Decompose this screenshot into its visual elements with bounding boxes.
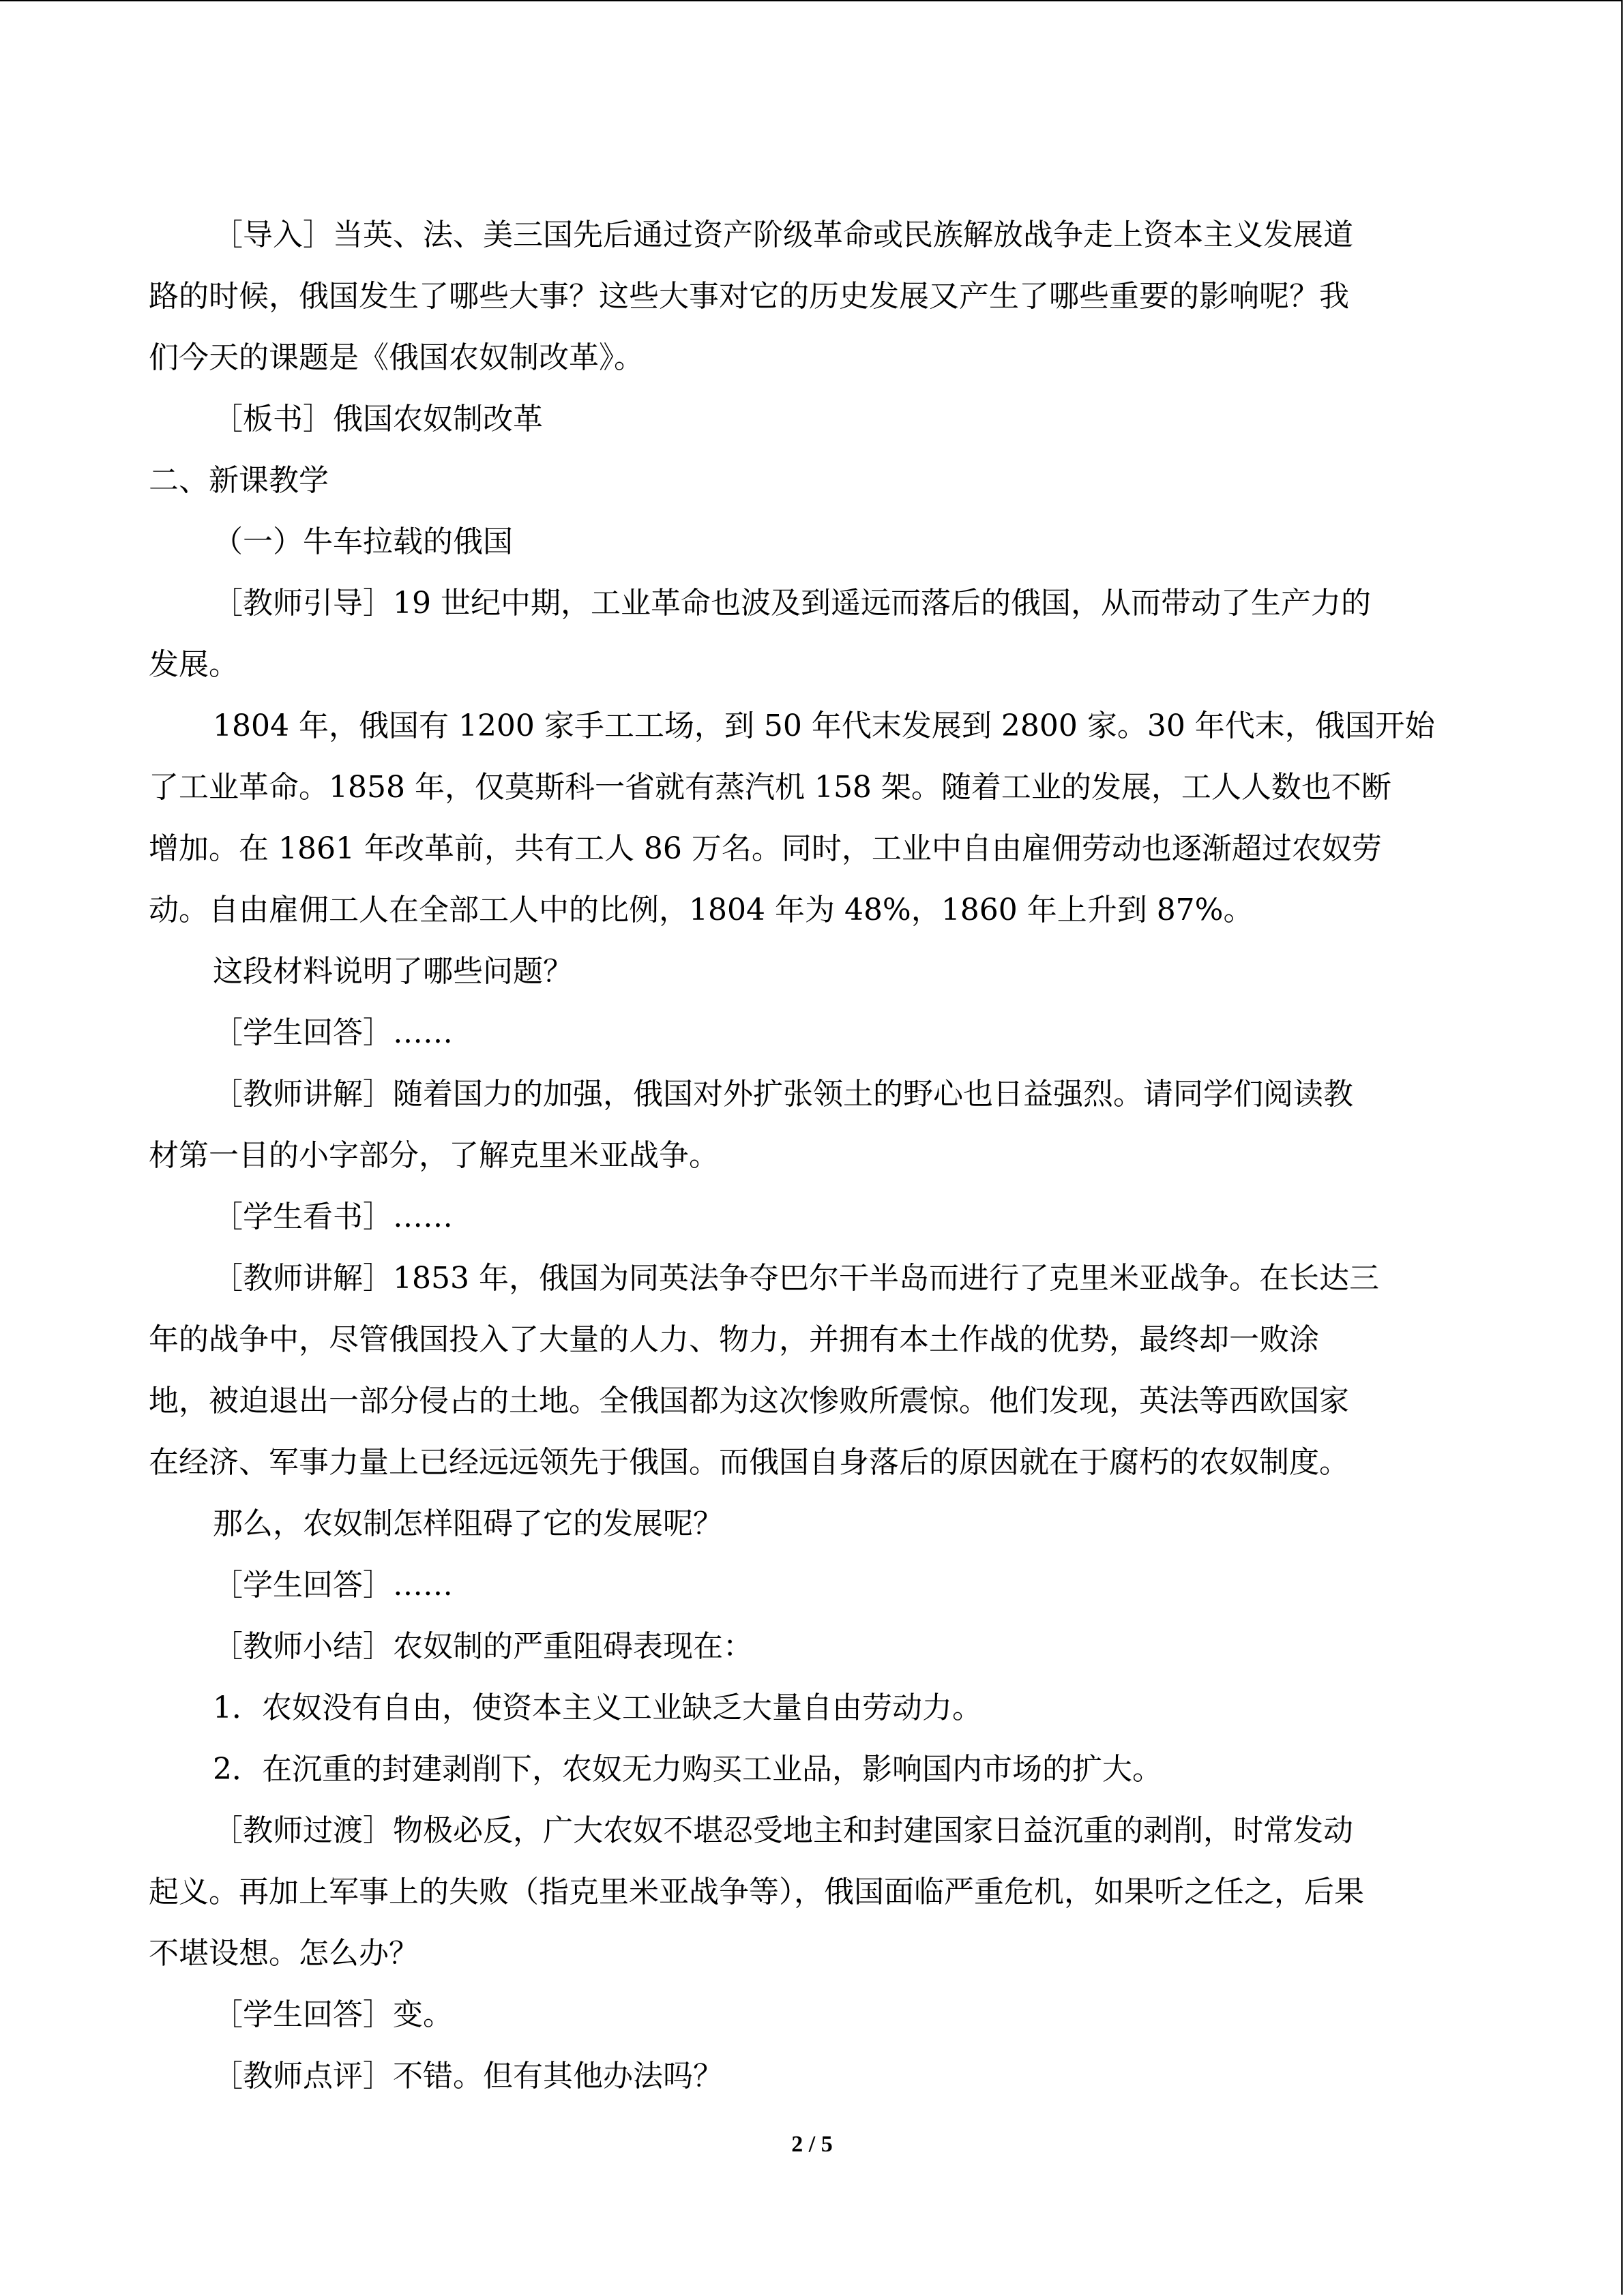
student-answer-1: ［学生回答］…… — [213, 1015, 453, 1050]
page-number: 2 / 5 — [791, 2132, 833, 2157]
paragraph-intro-line-2: 路的时候，俄国发生了哪些大事？这些大事对它的历史发展又产生了哪些重要的影响呢？我 — [149, 279, 1349, 314]
question-line-2: 那么，农奴制怎样阻碍了它的发展呢？ — [213, 1506, 723, 1541]
subsection-heading: （一）牛车拉载的俄国 — [213, 524, 513, 559]
document-body — [149, 205, 1475, 2107]
question-line: 这段材料说明了哪些问题？ — [213, 954, 573, 989]
material-line-4: 动。自由雇佣工人在全部工人中的比例，1804 年为 48%，1860 年上升到 87%。 — [149, 893, 1254, 927]
student-reading: ［学生看书］…… — [213, 1199, 453, 1234]
list-item-1: 1．农奴没有自由，使资本主义工业缺乏大量自由劳动力。 — [213, 1690, 982, 1725]
teacher-comment: ［教师点评］不错。但有其他办法吗？ — [213, 2059, 723, 2093]
student-answer-2: ［学生回答］…… — [213, 1568, 453, 1602]
teacher-explain-2-line-1: ［教师讲解］1853 年，俄国为同英法争夺巴尔干半岛而进行了克里米亚战争。在长达三 — [213, 1261, 1379, 1296]
teacher-transition-line-2: 起义。再加上军事上的失败（指克里米亚战争等），俄国面临严重危机，如果听之任之，后果 — [149, 1875, 1364, 1909]
teacher-explain-1-line-1: ［教师讲解］随着国力的加强，俄国对外扩张领土的野心也日益强烈。请同学们阅读教 — [213, 1077, 1353, 1112]
section-heading: 二、新课教学 — [149, 463, 329, 498]
material-line-1: 1804 年，俄国有 1200 家手工工场，到 50 年代末发展到 2800 家。30 年代末，俄国开始 — [213, 709, 1435, 743]
student-answer-3: ［学生回答］变。 — [213, 1997, 453, 2032]
paragraph-intro-line-3: 们今天的课题是《俄国农奴制改革》。 — [149, 340, 644, 375]
teacher-transition-line-3: 不堪设想。怎么办？ — [149, 1936, 419, 1971]
list-item-2: 2．在沉重的封建剥削下，农奴无力购买工业品，影响国内市场的扩大。 — [213, 1752, 1162, 1787]
blackboard-title: ［板书］俄国农奴制改革 — [213, 402, 543, 436]
teacher-explain-2-line-4: 在经济、军事力量上已经远远领先于俄国。而俄国自身落后的原因就在于腐朽的农奴制度。 — [149, 1445, 1349, 1480]
teacher-transition-line-1: ［教师过渡］物极必反，广大农奴不堪忍受地主和封建国家日益沉重的剥削，时常发动 — [213, 1813, 1353, 1848]
teacher-explain-2-line-3: 地，被迫退出一部分侵占的土地。全俄国都为这次惨败所震惊。他们发现，英法等西欧国家 — [149, 1384, 1349, 1418]
teacher-explain-2-line-2: 年的战争中，尽管俄国投入了大量的人力、物力，并拥有本土作战的优势，最终却一败涂 — [149, 1322, 1319, 1357]
teacher-guide-line-2: 发展。 — [149, 647, 239, 682]
paragraph-intro-line-1: ［导入］当英、法、美三国先后通过资产阶级革命或民族解放战争走上资本主义发展道 — [213, 218, 1353, 252]
teacher-explain-1-line-2: 材第一目的小字部分，了解克里米亚战争。 — [149, 1138, 719, 1173]
teacher-summary: ［教师小结］农奴制的严重阻碍表现在： — [213, 1629, 753, 1664]
material-line-3: 增加。在 1861 年改革前，共有工人 86 万名。同时，工业中自由雇佣劳动也逐渐超过农奴劳 — [149, 831, 1382, 866]
teacher-guide-line-1: ［教师引导］19 世纪中期，工业革命也波及到遥远而落后的俄国，从而带动了生产力的 — [213, 586, 1371, 621]
material-line-2: 了工业革命。1858 年，仅莫斯科一省就有蒸汽机 158 架。随着工业的发展，工人人数也不断 — [149, 770, 1391, 805]
